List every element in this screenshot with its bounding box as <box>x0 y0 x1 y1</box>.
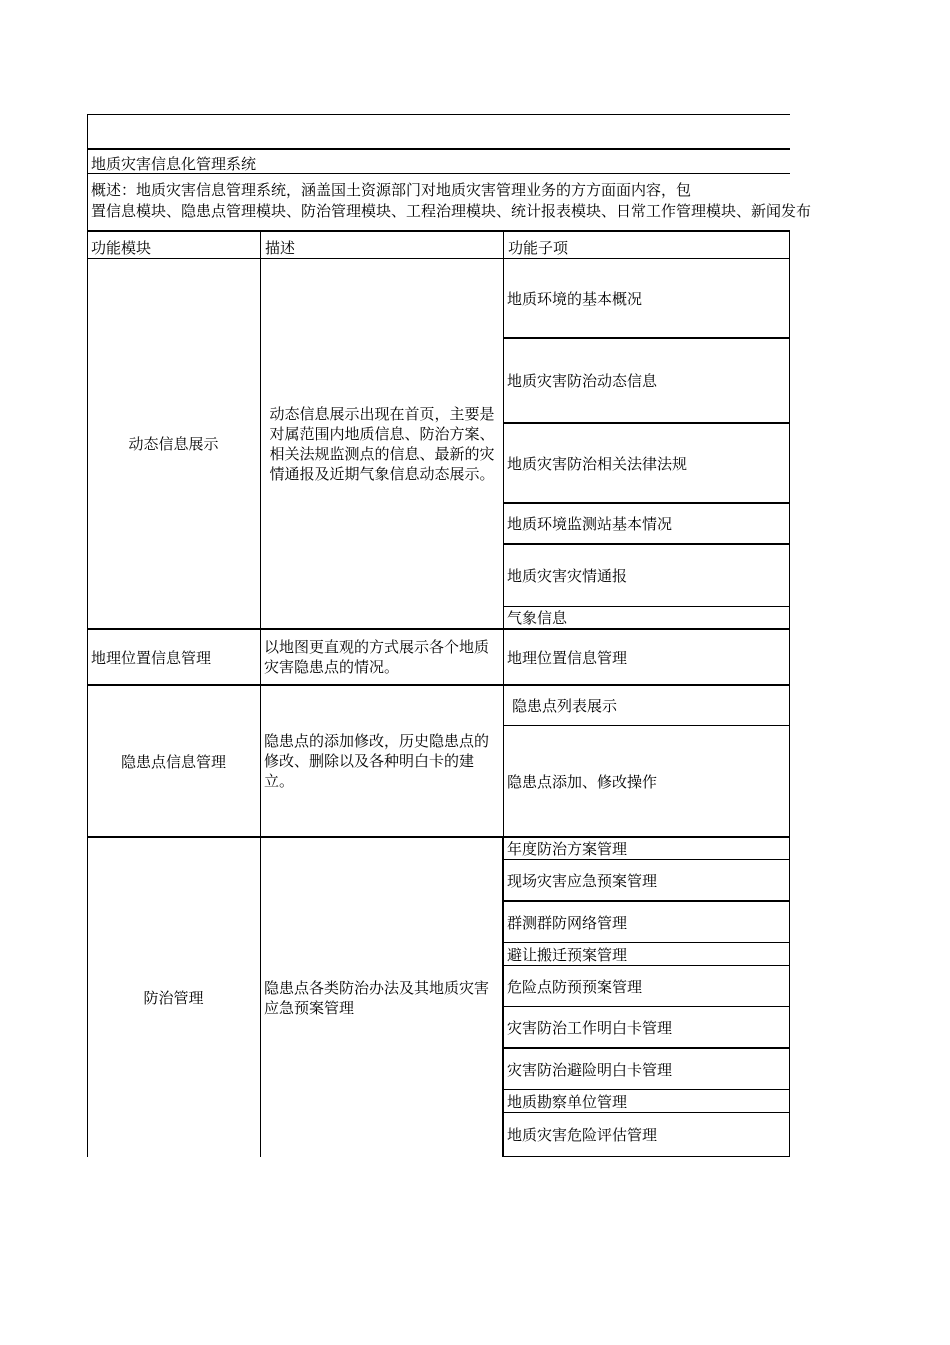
page-title: 地质灾害信息化管理系统 <box>91 155 257 173</box>
sub-item <box>504 686 790 726</box>
sub-item <box>504 838 790 860</box>
desc-cell <box>261 630 504 686</box>
header-module <box>87 230 261 259</box>
sub-item <box>504 860 790 902</box>
sub-item-label: 灾害防治工作明白卡管理 <box>507 1018 673 1037</box>
sub-item-label: 危险点防预预案管理 <box>507 977 643 996</box>
sub-item <box>504 1007 790 1049</box>
header-desc-label: 描述 <box>265 239 296 257</box>
sub-item-label: 避让搬迁预案管理 <box>507 946 628 964</box>
sub-item-label: 地质环境监测站基本情况 <box>507 515 673 533</box>
sub-item-label: 地质灾害灾情通报 <box>507 567 628 585</box>
sub-item <box>504 607 790 630</box>
title-row <box>87 148 790 174</box>
module-cell <box>87 630 261 686</box>
overview-line-2: 置信息模块、隐患点管理模块、防治管理模块、工程治理模块、统计报表模块、日常工作管理模块、新闻发布 <box>91 202 812 220</box>
sub-item <box>504 630 790 686</box>
sub-item <box>504 966 790 1007</box>
header-desc <box>261 230 504 259</box>
sub-item-label: 地理位置信息管理 <box>507 648 628 667</box>
sub-item-label: 地质灾害危险评估管理 <box>507 1126 658 1144</box>
desc-text: 隐患点的添加修改，历史隐患点的修改、删除以及各种明白卡的建立。 <box>264 732 490 790</box>
module-label: 地理位置信息管理 <box>91 648 212 667</box>
sub-item <box>504 424 790 504</box>
sub-item-label: 地质环境的基本概况 <box>507 289 643 308</box>
module-cell <box>87 838 261 1157</box>
sub-item-label: 地质勘察单位管理 <box>507 1093 628 1111</box>
module-cell <box>87 686 261 838</box>
header-sub <box>504 230 790 259</box>
overview-line-1: 概述：地质灾害信息管理系统，涵盖国土资源部门对地质灾害管理业务的方方面面内容，包 <box>91 181 692 199</box>
sub-item <box>504 1049 790 1090</box>
sub-item <box>504 1113 790 1157</box>
sub-item-label: 气象信息 <box>507 609 568 627</box>
sub-item <box>504 259 790 339</box>
overview <box>91 180 811 222</box>
desc-text: 隐患点各类防治办法及其地质灾害应急预案管理 <box>264 978 490 1017</box>
sub-item-label: 年度防治方案管理 <box>507 840 628 858</box>
sheet-top-border <box>87 114 790 115</box>
sub-item-label: 地质灾害防治相关法律法规 <box>507 454 688 473</box>
sub-item-label: 灾害防治避险明白卡管理 <box>507 1060 673 1079</box>
module-label: 防治管理 <box>143 989 204 1007</box>
sub-item <box>504 545 790 607</box>
desc-text: 动态信息展示出现在首页，主要是对属范围内地质信息、防治方案、相关法规监测点的信息、最新的灾情通报及近期气象信息动态展示。 <box>269 404 495 483</box>
sub-item-label: 地质灾害防治动态信息 <box>507 372 658 390</box>
sub-item <box>504 726 790 838</box>
sub-item-label: 隐患点添加、修改操作 <box>507 772 658 791</box>
module-label: 隐患点信息管理 <box>120 752 226 771</box>
sub-item-label: 群测群防网络管理 <box>507 913 628 932</box>
sub-item-label: 现场灾害应急预案管理 <box>507 871 658 890</box>
sub-item <box>504 902 790 943</box>
sub-item-label: 隐患点列表展示 <box>512 697 618 715</box>
desc-cell <box>261 838 504 1157</box>
desc-text: 以地图更直观的方式展示各个地质灾害隐患点的情况。 <box>264 638 490 676</box>
header-sub-label: 功能子项 <box>508 239 569 257</box>
sub-item <box>504 504 790 545</box>
desc-cell <box>261 686 504 838</box>
sub-item <box>504 339 790 424</box>
sub-item <box>504 1090 790 1113</box>
module-label: 动态信息展示 <box>128 435 219 453</box>
sub-item <box>504 943 790 966</box>
module-cell <box>87 259 261 630</box>
desc-cell <box>261 259 504 630</box>
header-module-label: 功能模块 <box>91 239 152 257</box>
